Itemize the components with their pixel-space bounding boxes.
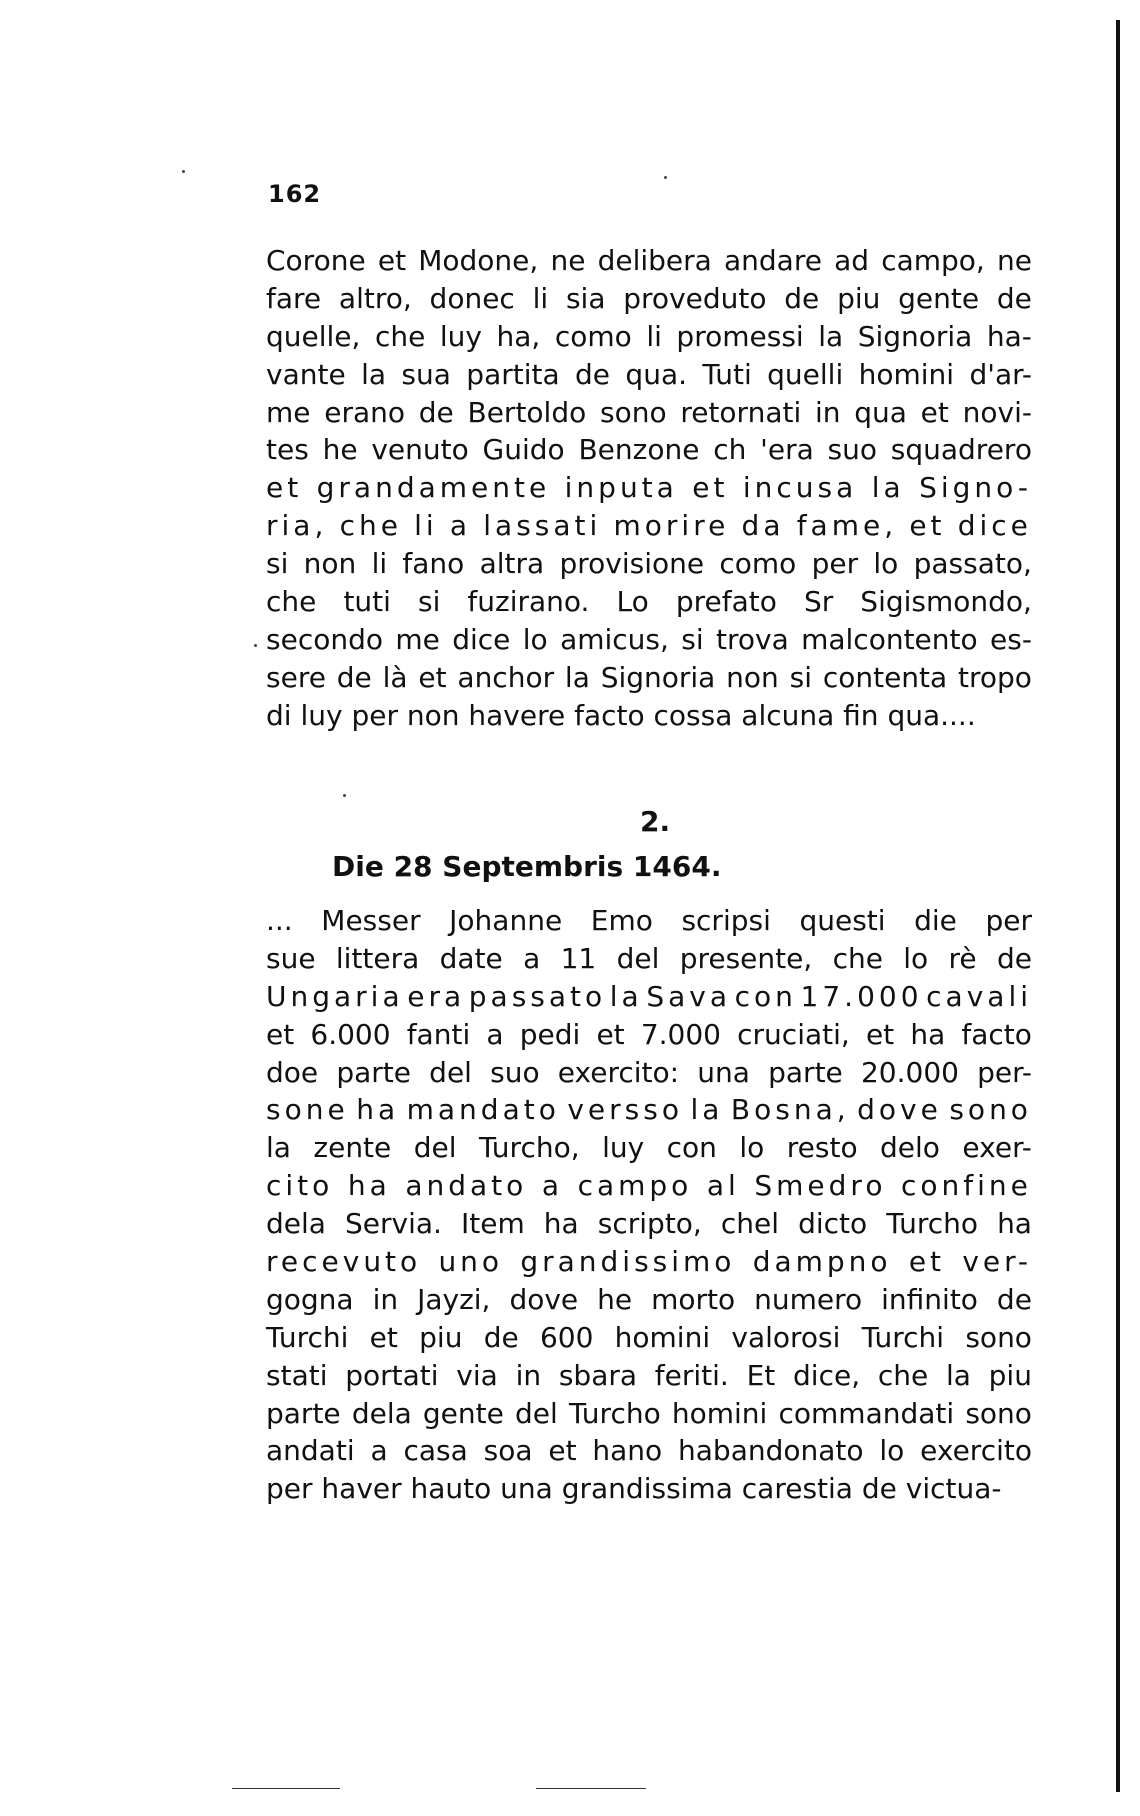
text-line: parte dela gente del Turcho homini commandati sono — [266, 1396, 1032, 1430]
text-line: ... Messer Johanne Emo scripsi questi die per — [266, 904, 1032, 937]
paragraph-1 — [266, 242, 1032, 735]
text-line: Turchi et piu de 600 homini valorosi Turchi sono — [266, 1320, 1032, 1354]
text-line: secondo me dice lo amicus, si trova malcontento es- — [266, 622, 1032, 656]
text-line: vante la sua partita de qua. Tuti quelli homini d'ar- — [266, 357, 1032, 391]
text-line: et grandamente inputa et incusa la Signo- — [266, 471, 1032, 505]
scan-speck — [182, 170, 185, 173]
scan-speck — [254, 644, 257, 647]
text-line: fare altro, donec li sia proveduto de piu gente de — [266, 281, 1032, 315]
paragraph-2 — [266, 902, 1032, 1508]
text-line: sere de là et anchor la Signoria non si contenta tropo — [266, 660, 1032, 694]
text-line: et 6.000 fanti a pedi et 7.000 cruciati, et ha facto — [266, 1017, 1032, 1051]
scan-speck — [664, 176, 667, 179]
text-line: dela Servia. Item ha scripto, chel dicto Turcho ha — [266, 1207, 1032, 1241]
text-line: stati portati via in sbara feriti. Et dice, che la piu — [266, 1358, 1032, 1392]
date-heading: Die 28 Septembris 1464. — [332, 850, 722, 883]
text-line: ria, che li a lassati morire da fame, et dice — [266, 509, 1032, 543]
text-line: Corone et Modone, ne delibera andare ad campo, ne — [266, 244, 1032, 277]
text-line: me erano de Bertoldo sono retornati in qua et novi- — [266, 395, 1032, 429]
text-line: cito ha andato a campo al Smedro confine — [266, 1169, 1032, 1203]
text-line: che tuti si fuzirano. Lo prefato Sr Sigismondo, — [266, 585, 1032, 619]
page-number: 162 — [268, 180, 322, 208]
text-line: doe parte del suo exercito: una parte 20.000 per- — [266, 1055, 1032, 1089]
section-number: 2. — [640, 805, 671, 838]
text-line: la zente del Turcho, luy con lo resto delo exer- — [266, 1131, 1032, 1165]
footer-rule — [536, 1788, 646, 1789]
text-line: sue littera date a 11 del presente, che lo rè de — [266, 941, 1032, 975]
text-line: andati a casa soa et hano habandonato lo exercito — [266, 1434, 1032, 1468]
text-line: gogna in Jayzi, dove he morto numero infinito de — [266, 1282, 1032, 1316]
text-line: si non li fano altra provisione como per lo passato, — [266, 547, 1032, 581]
text-line: sone ha mandato versso la Bosna, dove sono — [266, 1093, 1032, 1127]
footer-rule — [232, 1788, 340, 1789]
text-line: per haver hauto una grandissima carestia de victua- — [266, 1472, 1002, 1506]
text-line: di luy per non havere facto cossa alcuna fin qua.... — [266, 698, 976, 732]
text-line: recevuto uno grandissimo dampno et ver- — [266, 1245, 1032, 1279]
margin-rule — [1116, 20, 1120, 1792]
scan-speck — [343, 794, 346, 797]
text-line: quelle, che luy ha, como li promessi la Signoria ha- — [266, 319, 1032, 353]
text-line: tes he venuto Guido Benzone ch 'era suo squadrero — [266, 433, 1032, 467]
text-line: Ungaria era passato la Sava con 17.000 cavali — [266, 979, 1032, 1013]
